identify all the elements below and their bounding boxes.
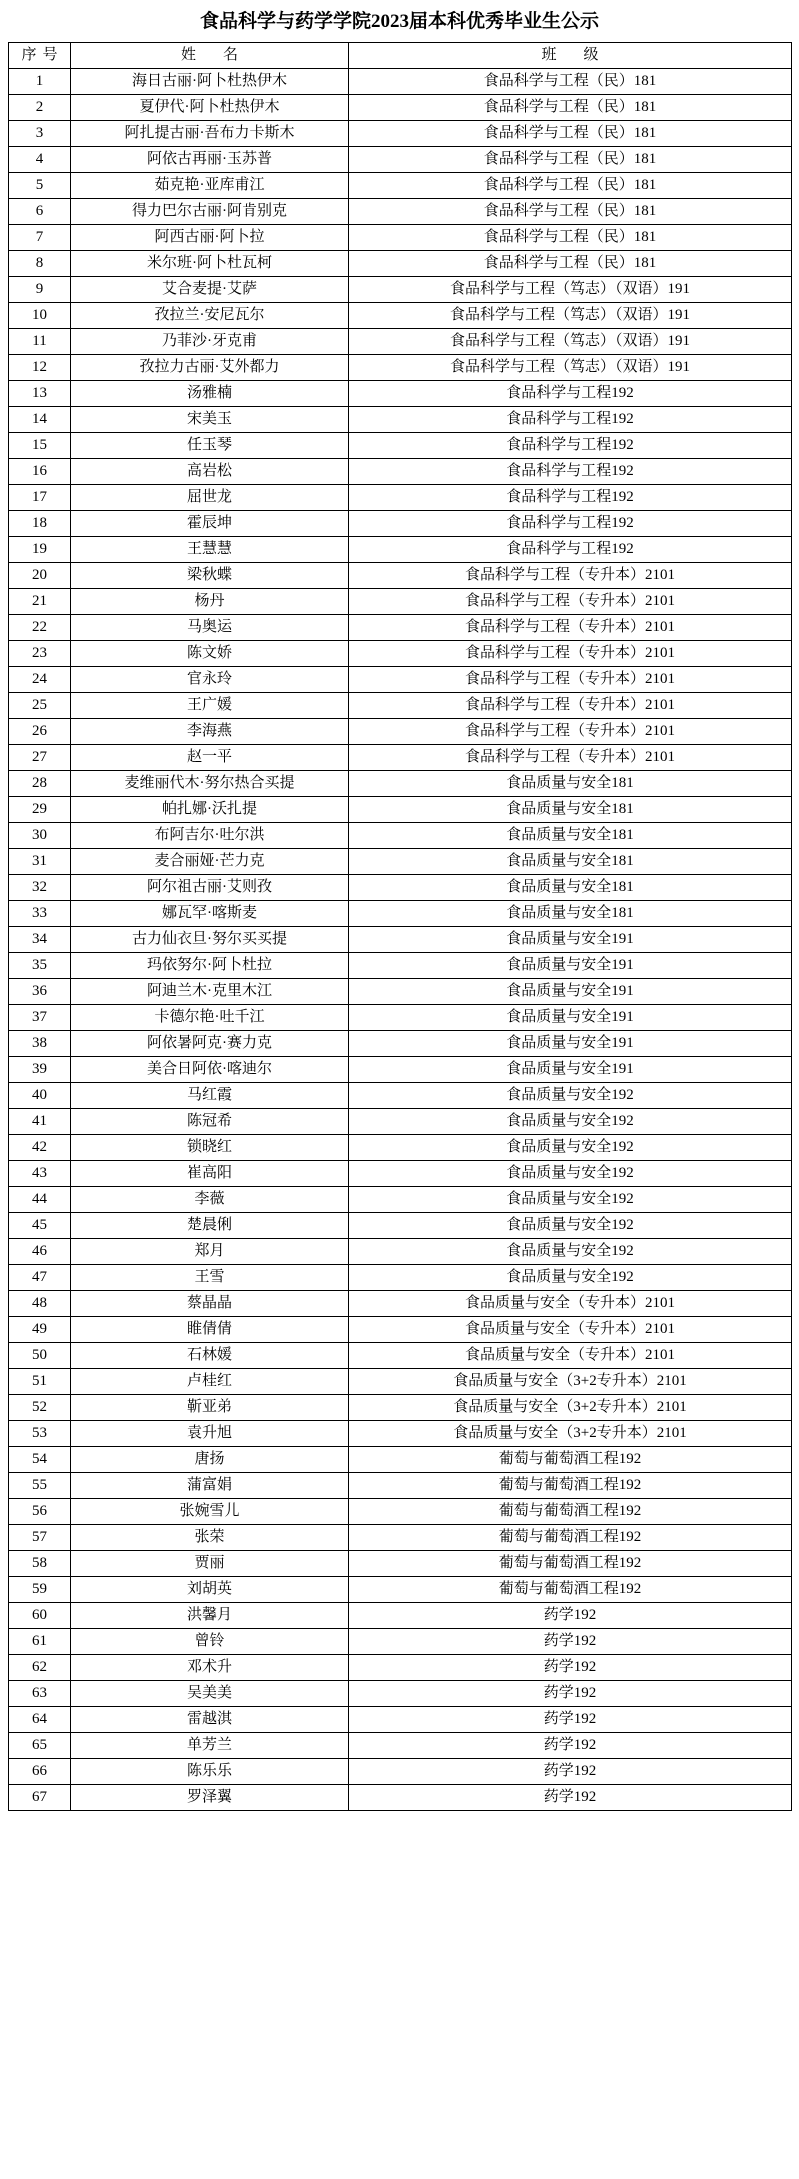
cell-index: 3 [9,121,71,147]
cell-student-name: 卡德尔艳·吐千江 [71,1005,349,1031]
table-row [9,1083,792,1109]
table-body [9,69,792,1811]
cell-index: 20 [9,563,71,589]
cell-class: 食品科学与工程（笃志）（双语）191 [349,329,792,355]
cell-class: 食品质量与安全191 [349,953,792,979]
cell-class: 食品科学与工程（民）181 [349,147,792,173]
graduates-table [8,42,792,1811]
cell-class: 食品科学与工程192 [349,537,792,563]
table-row [9,641,792,667]
cell-student-name: 官永玲 [71,667,349,693]
table-row [9,1785,792,1811]
table-row [9,147,792,173]
cell-student-name: 马红霞 [71,1083,349,1109]
cell-class: 葡萄与葡萄酒工程192 [349,1525,792,1551]
table-row [9,1031,792,1057]
cell-student-name: 洪馨月 [71,1603,349,1629]
cell-class: 食品科学与工程（笃志）（双语）191 [349,277,792,303]
cell-student-name: 陈文娇 [71,641,349,667]
cell-class: 药学192 [349,1681,792,1707]
cell-class: 食品科学与工程（专升本）2101 [349,589,792,615]
cell-class: 食品质量与安全192 [349,1265,792,1291]
cell-class: 食品科学与工程（专升本）2101 [349,667,792,693]
table-row [9,1577,792,1603]
cell-student-name: 郑月 [71,1239,349,1265]
cell-student-name: 张荣 [71,1525,349,1551]
table-row [9,667,792,693]
cell-student-name: 袁升旭 [71,1421,349,1447]
cell-index: 64 [9,1707,71,1733]
cell-class: 食品质量与安全192 [349,1239,792,1265]
cell-index: 12 [9,355,71,381]
cell-class: 食品质量与安全181 [349,875,792,901]
cell-index: 66 [9,1759,71,1785]
table-row [9,875,792,901]
cell-index: 1 [9,69,71,95]
table-row [9,95,792,121]
cell-class: 食品科学与工程（专升本）2101 [349,745,792,771]
cell-student-name: 麦合丽娅·芒力克 [71,849,349,875]
cell-student-name: 帕扎娜·沃扎提 [71,797,349,823]
cell-student-name: 杨丹 [71,589,349,615]
table-row [9,979,792,1005]
cell-student-name: 娜瓦罕·喀斯麦 [71,901,349,927]
cell-student-name: 阿迪兰木·克里木江 [71,979,349,1005]
table-row [9,1551,792,1577]
cell-class: 药学192 [349,1707,792,1733]
cell-student-name: 阿扎提古丽·吾布力卡斯木 [71,121,349,147]
cell-index: 39 [9,1057,71,1083]
cell-index: 21 [9,589,71,615]
cell-index: 58 [9,1551,71,1577]
cell-index: 30 [9,823,71,849]
cell-index: 43 [9,1161,71,1187]
cell-class: 食品科学与工程192 [349,407,792,433]
table-row [9,1005,792,1031]
cell-student-name: 马奥运 [71,615,349,641]
cell-index: 63 [9,1681,71,1707]
table-row [9,1369,792,1395]
cell-student-name: 王广媛 [71,693,349,719]
cell-index: 60 [9,1603,71,1629]
cell-class: 食品科学与工程（专升本）2101 [349,615,792,641]
table-row [9,1057,792,1083]
cell-student-name: 阿西古丽·阿卜拉 [71,225,349,251]
cell-index: 17 [9,485,71,511]
cell-class: 食品质量与安全191 [349,1031,792,1057]
cell-student-name: 张婉雪儿 [71,1499,349,1525]
cell-class: 食品科学与工程（专升本）2101 [349,563,792,589]
table-row [9,927,792,953]
cell-class: 葡萄与葡萄酒工程192 [349,1577,792,1603]
cell-index: 23 [9,641,71,667]
cell-index: 6 [9,199,71,225]
cell-student-name: 阿依暑阿克·赛力克 [71,1031,349,1057]
cell-student-name: 得力巴尔古丽·阿肯别克 [71,199,349,225]
cell-index: 16 [9,459,71,485]
cell-index: 34 [9,927,71,953]
table-row [9,1135,792,1161]
cell-index: 50 [9,1343,71,1369]
cell-student-name: 美合日阿依·喀迪尔 [71,1057,349,1083]
cell-class: 食品质量与安全181 [349,771,792,797]
cell-index: 10 [9,303,71,329]
cell-student-name: 陈乐乐 [71,1759,349,1785]
cell-class: 食品科学与工程（民）181 [349,69,792,95]
table-row [9,433,792,459]
table-row [9,459,792,485]
table-row [9,1187,792,1213]
table-row [9,1655,792,1681]
cell-index: 25 [9,693,71,719]
table-row [9,771,792,797]
cell-student-name: 艾合麦提·艾萨 [71,277,349,303]
table-row [9,485,792,511]
cell-class: 食品科学与工程（民）181 [349,251,792,277]
cell-student-name: 邓术升 [71,1655,349,1681]
table-row [9,1629,792,1655]
table-row [9,1447,792,1473]
cell-student-name: 罗泽翼 [71,1785,349,1811]
table-row [9,251,792,277]
cell-index: 13 [9,381,71,407]
cell-class: 食品科学与工程（专升本）2101 [349,641,792,667]
cell-student-name: 睢倩倩 [71,1317,349,1343]
table-row [9,277,792,303]
table-row [9,1161,792,1187]
cell-class: 食品科学与工程192 [349,381,792,407]
cell-student-name: 王慧慧 [71,537,349,563]
cell-index: 45 [9,1213,71,1239]
cell-student-name: 米尔班·阿卜杜瓦柯 [71,251,349,277]
page-title: 食品科学与药学学院2023届本科优秀毕业生公示 [199,11,599,32]
table-row [9,745,792,771]
cell-class: 药学192 [349,1603,792,1629]
cell-class: 食品质量与安全192 [349,1187,792,1213]
cell-index: 14 [9,407,71,433]
cell-index: 22 [9,615,71,641]
cell-student-name: 麦维丽代木·努尔热合买提 [71,771,349,797]
cell-student-name: 茹克艳·亚库甫江 [71,173,349,199]
cell-class: 食品质量与安全（3+2专升本）2101 [349,1395,792,1421]
cell-student-name: 阿尔祖古丽·艾则孜 [71,875,349,901]
table-row [9,1603,792,1629]
cell-index: 37 [9,1005,71,1031]
cell-student-name: 石林媛 [71,1343,349,1369]
cell-index: 41 [9,1109,71,1135]
cell-index: 29 [9,797,71,823]
table-row [9,1239,792,1265]
cell-index: 56 [9,1499,71,1525]
table-row [9,953,792,979]
table-row [9,849,792,875]
cell-student-name: 刘胡英 [71,1577,349,1603]
cell-student-name: 孜拉兰·安尼瓦尔 [71,303,349,329]
cell-index: 11 [9,329,71,355]
cell-class: 食品质量与安全192 [349,1213,792,1239]
cell-class: 食品科学与工程（民）181 [349,95,792,121]
cell-class: 食品科学与工程（专升本）2101 [349,719,792,745]
table-row [9,1421,792,1447]
cell-class: 食品质量与安全181 [349,901,792,927]
cell-student-name: 霍辰坤 [71,511,349,537]
cell-student-name: 蔡晶晶 [71,1291,349,1317]
cell-class: 葡萄与葡萄酒工程192 [349,1551,792,1577]
table-row [9,199,792,225]
table-row [9,589,792,615]
table-row [9,1265,792,1291]
table-row [9,693,792,719]
cell-index: 38 [9,1031,71,1057]
cell-class: 食品质量与安全（专升本）2101 [349,1317,792,1343]
table-row [9,511,792,537]
cell-class: 葡萄与葡萄酒工程192 [349,1473,792,1499]
cell-index: 32 [9,875,71,901]
cell-student-name: 梁秋蝶 [71,563,349,589]
cell-student-name: 汤雅楠 [71,381,349,407]
column-header-name: 姓 名 [71,43,349,69]
table-row [9,1473,792,1499]
cell-class: 药学192 [349,1785,792,1811]
cell-index: 4 [9,147,71,173]
table-row [9,563,792,589]
table-row [9,329,792,355]
cell-class: 食品质量与安全191 [349,927,792,953]
cell-index: 8 [9,251,71,277]
cell-index: 27 [9,745,71,771]
table-row [9,1681,792,1707]
cell-class: 食品科学与工程（民）181 [349,173,792,199]
cell-student-name: 陈冠希 [71,1109,349,1135]
table-row [9,1707,792,1733]
cell-student-name: 任玉琴 [71,433,349,459]
cell-class: 药学192 [349,1629,792,1655]
table-row [9,1733,792,1759]
cell-index: 51 [9,1369,71,1395]
cell-index: 53 [9,1421,71,1447]
cell-class: 食品质量与安全181 [349,849,792,875]
cell-class: 食品科学与工程（民）181 [349,199,792,225]
cell-index: 52 [9,1395,71,1421]
cell-student-name: 王雪 [71,1265,349,1291]
cell-student-name: 雷越淇 [71,1707,349,1733]
cell-class: 食品质量与安全（3+2专升本）2101 [349,1421,792,1447]
cell-class: 药学192 [349,1733,792,1759]
cell-class: 食品科学与工程（笃志）（双语）191 [349,355,792,381]
table-row [9,1525,792,1551]
cell-class: 食品质量与安全191 [349,1057,792,1083]
cell-student-name: 曾铃 [71,1629,349,1655]
cell-class: 食品科学与工程（民）181 [349,225,792,251]
column-header-index: 序号 [9,43,71,69]
cell-index: 19 [9,537,71,563]
cell-index: 40 [9,1083,71,1109]
cell-index: 18 [9,511,71,537]
cell-class: 食品科学与工程（笃志）（双语）191 [349,303,792,329]
cell-index: 28 [9,771,71,797]
table-row [9,1395,792,1421]
table-row [9,303,792,329]
table-row [9,407,792,433]
cell-class: 食品质量与安全191 [349,1005,792,1031]
cell-index: 42 [9,1135,71,1161]
cell-student-name: 崔高阳 [71,1161,349,1187]
cell-index: 35 [9,953,71,979]
table-row [9,1317,792,1343]
cell-class: 食品科学与工程192 [349,485,792,511]
cell-class: 食品质量与安全（3+2专升本）2101 [349,1369,792,1395]
cell-index: 9 [9,277,71,303]
table-row [9,121,792,147]
table-row [9,1343,792,1369]
cell-student-name: 靳亚弟 [71,1395,349,1421]
cell-class: 食品科学与工程192 [349,459,792,485]
cell-index: 55 [9,1473,71,1499]
cell-class: 食品科学与工程192 [349,433,792,459]
cell-class: 药学192 [349,1655,792,1681]
table-row [9,901,792,927]
cell-index: 2 [9,95,71,121]
cell-index: 44 [9,1187,71,1213]
cell-index: 65 [9,1733,71,1759]
cell-student-name: 单芳兰 [71,1733,349,1759]
cell-class: 食品科学与工程（民）181 [349,121,792,147]
cell-class: 食品质量与安全192 [349,1083,792,1109]
cell-student-name: 锁晓红 [71,1135,349,1161]
cell-student-name: 高岩松 [71,459,349,485]
cell-student-name: 海日古丽·阿卜杜热伊木 [71,69,349,95]
table-row [9,225,792,251]
cell-index: 67 [9,1785,71,1811]
cell-index: 57 [9,1525,71,1551]
cell-student-name: 李海燕 [71,719,349,745]
column-header-class: 班 级 [349,43,792,69]
cell-class: 食品质量与安全192 [349,1135,792,1161]
cell-index: 49 [9,1317,71,1343]
cell-student-name: 宋美玉 [71,407,349,433]
cell-student-name: 古力仙衣旦·努尔买买提 [71,927,349,953]
cell-class: 食品科学与工程（专升本）2101 [349,693,792,719]
cell-index: 26 [9,719,71,745]
table-row [9,615,792,641]
cell-class: 食品质量与安全192 [349,1109,792,1135]
cell-index: 62 [9,1655,71,1681]
cell-index: 36 [9,979,71,1005]
cell-index: 31 [9,849,71,875]
cell-index: 5 [9,173,71,199]
cell-student-name: 楚晨俐 [71,1213,349,1239]
cell-class: 食品质量与安全181 [349,797,792,823]
table-row [9,1291,792,1317]
cell-class: 药学192 [349,1759,792,1785]
cell-index: 33 [9,901,71,927]
cell-class: 葡萄与葡萄酒工程192 [349,1447,792,1473]
table-row [9,1499,792,1525]
cell-index: 61 [9,1629,71,1655]
cell-student-name: 唐扬 [71,1447,349,1473]
cell-student-name: 乃菲沙·牙克甫 [71,329,349,355]
cell-student-name: 蒲富娟 [71,1473,349,1499]
cell-class: 食品质量与安全192 [349,1161,792,1187]
table-header [9,43,792,69]
cell-class: 食品质量与安全（专升本）2101 [349,1343,792,1369]
table-row [9,1759,792,1785]
cell-index: 7 [9,225,71,251]
cell-index: 47 [9,1265,71,1291]
table-row [9,381,792,407]
cell-student-name: 贾丽 [71,1551,349,1577]
cell-student-name: 李薇 [71,1187,349,1213]
table-row [9,173,792,199]
cell-student-name: 吴美美 [71,1681,349,1707]
cell-class: 食品科学与工程192 [349,511,792,537]
table-row [9,823,792,849]
cell-student-name: 卢桂红 [71,1369,349,1395]
cell-class: 葡萄与葡萄酒工程192 [349,1499,792,1525]
cell-student-name: 赵一平 [71,745,349,771]
cell-index: 54 [9,1447,71,1473]
cell-student-name: 屈世龙 [71,485,349,511]
table-row [9,69,792,95]
table-row [9,1109,792,1135]
cell-index: 48 [9,1291,71,1317]
table-row [9,537,792,563]
cell-class: 食品质量与安全191 [349,979,792,1005]
table-row [9,1213,792,1239]
table-row [9,355,792,381]
cell-index: 15 [9,433,71,459]
cell-student-name: 阿依古再丽·玉苏普 [71,147,349,173]
table-header-row [9,43,792,69]
cell-index: 24 [9,667,71,693]
cell-student-name: 布阿吉尔·吐尔洪 [71,823,349,849]
cell-index: 59 [9,1577,71,1603]
cell-index: 46 [9,1239,71,1265]
cell-student-name: 玛依努尔·阿卜杜拉 [71,953,349,979]
cell-student-name: 孜拉力古丽·艾外都力 [71,355,349,381]
cell-class: 食品质量与安全181 [349,823,792,849]
table-row [9,797,792,823]
cell-class: 食品质量与安全（专升本）2101 [349,1291,792,1317]
cell-student-name: 夏伊代·阿卜杜热伊木 [71,95,349,121]
table-row [9,719,792,745]
